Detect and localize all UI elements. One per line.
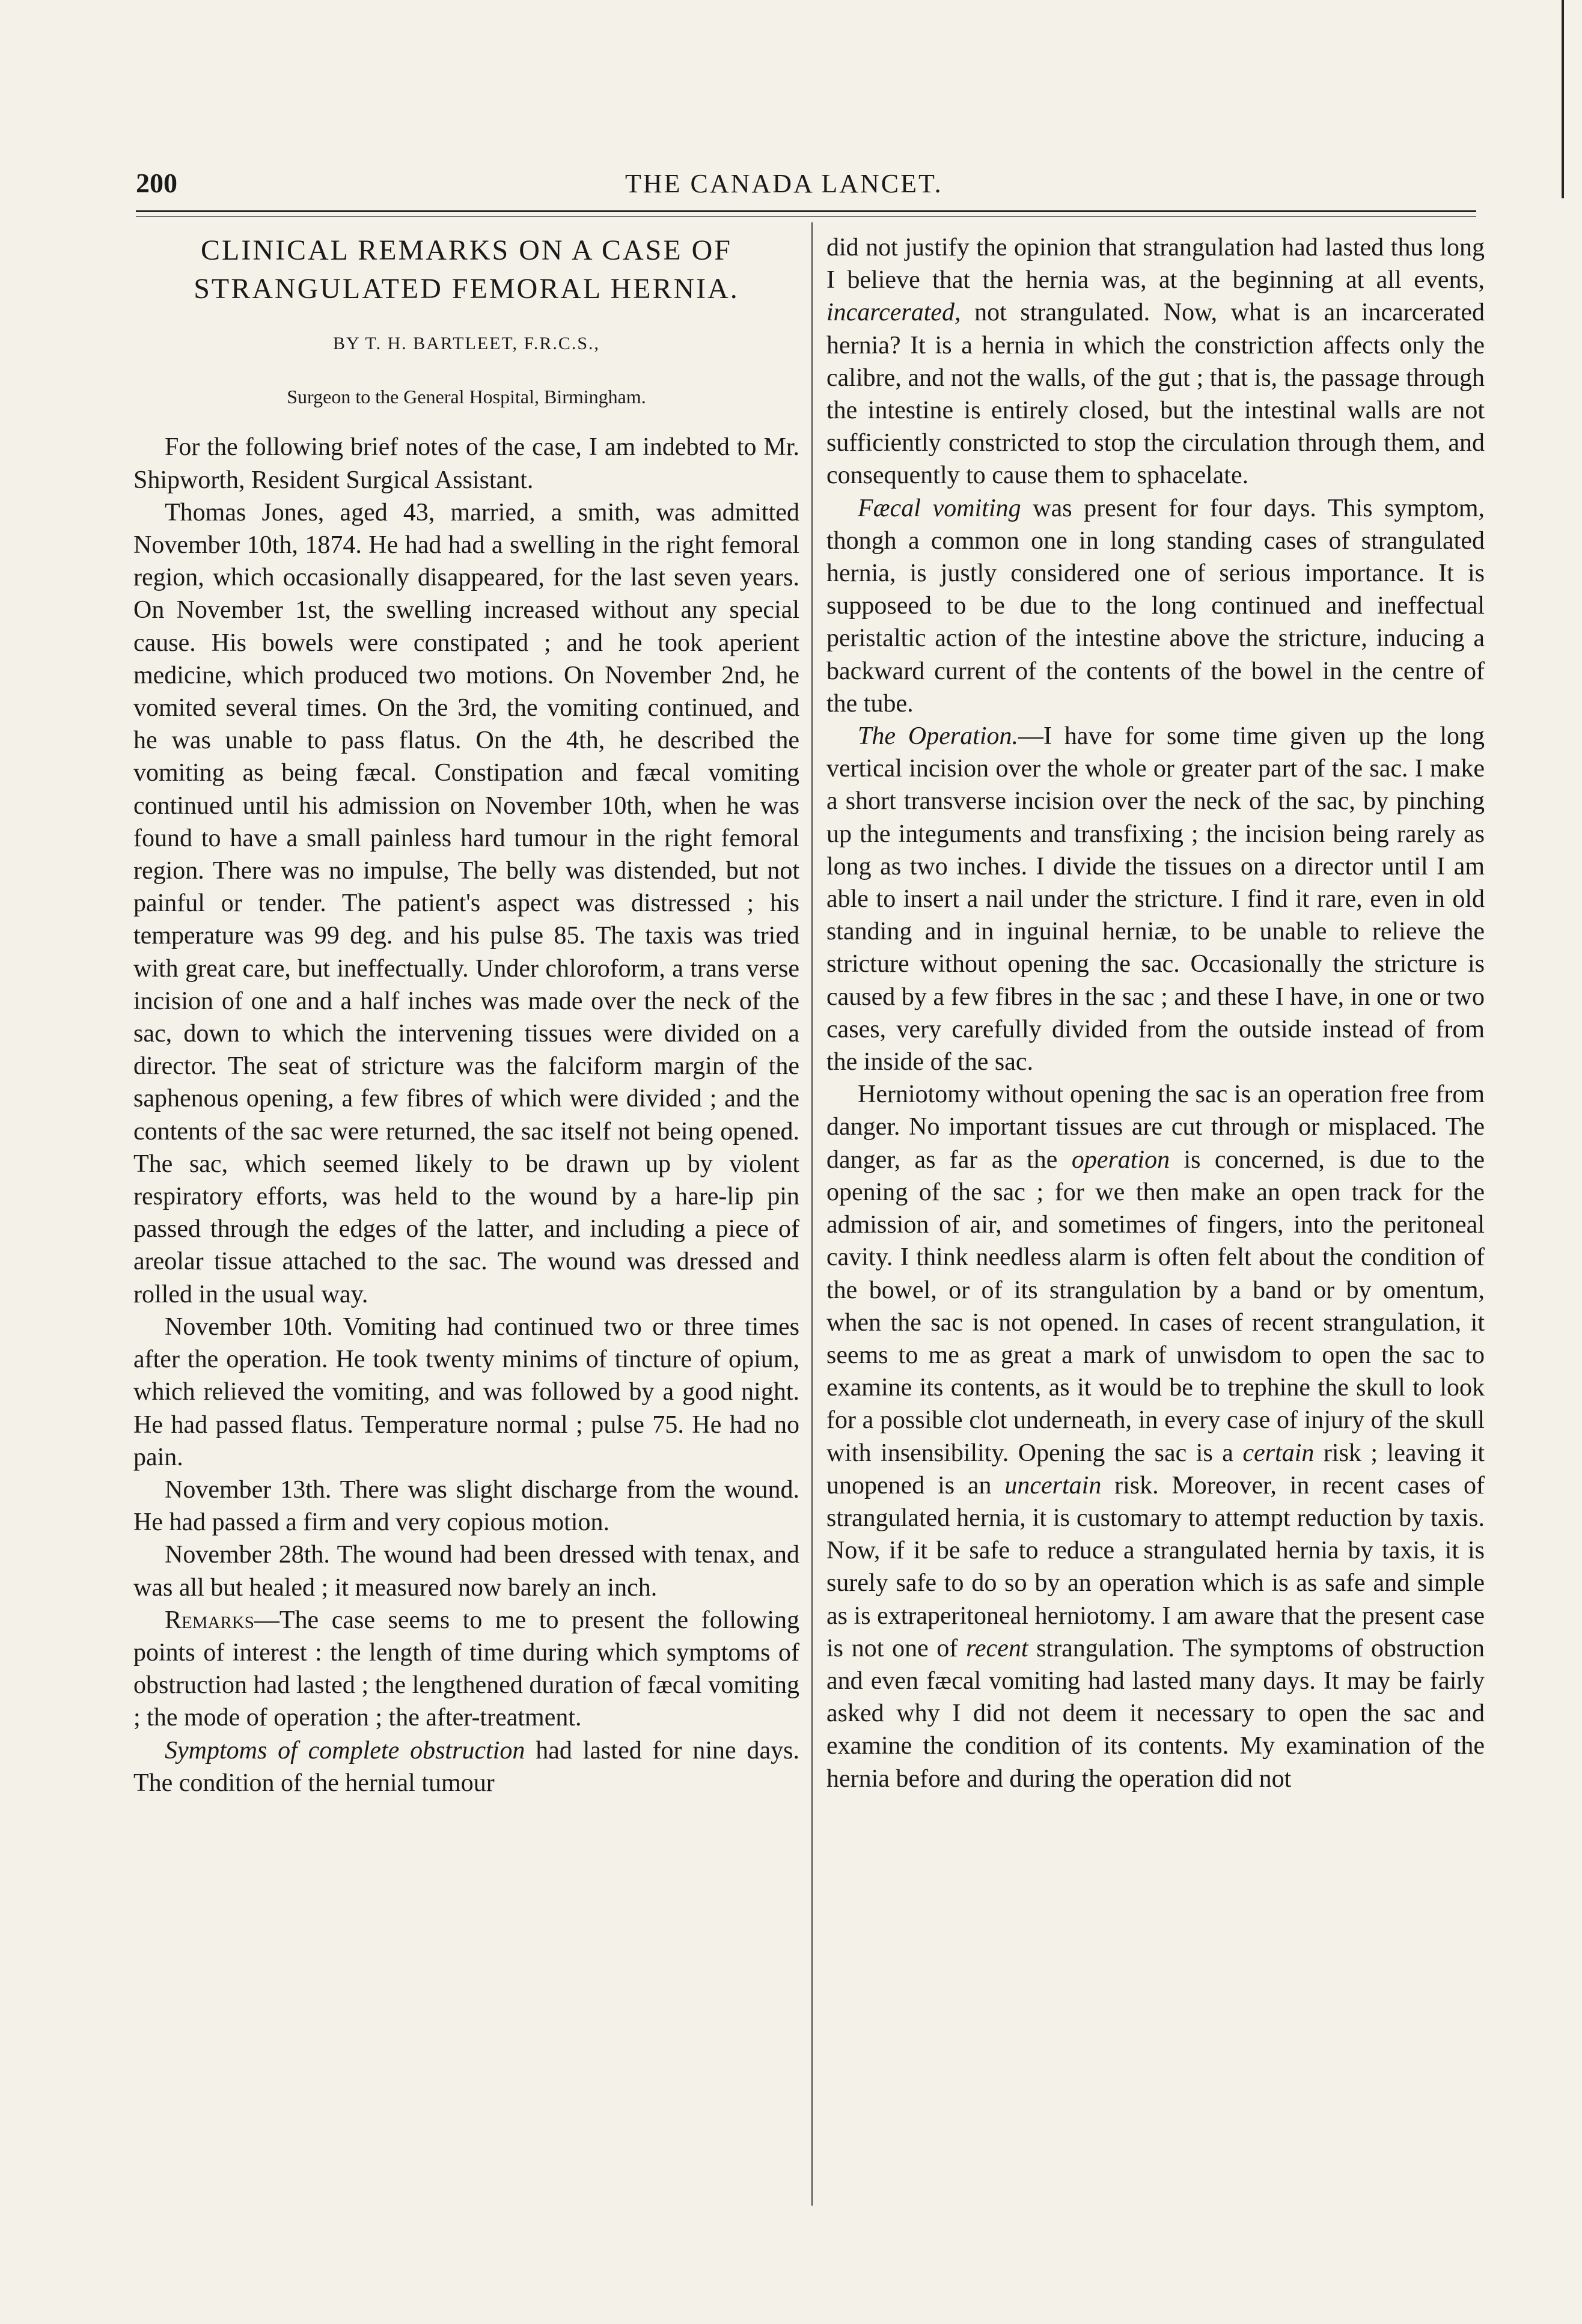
paragraph-text: is concerned, is due to the opening of the sac ; for we then make an open track for the admission of air, and sometimes of fingers, into the peritoneal cavity. I think needless alarm is often felt about the condition of the bowel, or of its strangulation by a band or by omentum, when the sac is not opened. In cases of recent strangulation, it seems to me as great a mark of unwisdom to open the sac to examine its contents, as it would be to trephine the skull to look for a possible clot underneath, in every case of injury of the skull with insensibility. Opening the sac is a [826, 1145, 1485, 1467]
right-column [826, 231, 1485, 1795]
emphasis: incarcerated, [826, 299, 961, 327]
author-affiliation: Surgeon to the General Hospital, Birmingham. [287, 386, 646, 408]
emphasis: recent [966, 1634, 1028, 1662]
paragraph [826, 1078, 1485, 1795]
paragraph: For the following brief notes of the case, I am indebted to Mr. Shipworth, Resident Surgical Assistant. [133, 433, 799, 494]
paragraph-text: Herniotomy without opening the sac is an operation free from danger. No important tissues are cut through or misplaced. The danger, as far as the [826, 1081, 1485, 1174]
page-header [0, 167, 1582, 203]
paragraph [826, 231, 1485, 492]
paragraph [826, 720, 1485, 1078]
paragraph [133, 1734, 799, 1799]
paragraph [133, 1604, 799, 1734]
paragraph-text: not strangulated. Now, what is an incarcerated hernia? It is a hernia in which the constriction affects only the calibre, and not the walls, of the gut ; that is, the passage through the intestine is entirely closed, but the intestinal walls are not sufficiently constricted to stop the circulation through them, and consequently to cause them to sphacelate. [826, 299, 1485, 490]
article-title-line1: CLINICAL REMARKS ON A CASE OF [201, 234, 732, 266]
header-rule [136, 210, 1476, 212]
section-lead: Symptoms of complete obstruction [165, 1736, 525, 1764]
paragraph: November 10th. Vomiting had continued two or three times after the operation. He took twenty minims of tincture of opium, which relieved the vomiting, and was followed by a good night. He had passed flatus. Temperature normal ; pulse 75. He had no pain. [133, 1313, 799, 1471]
section-lead: The Operation. [858, 722, 1019, 751]
article-title [133, 231, 799, 308]
left-column [133, 231, 799, 1799]
section-lead: Fæcal vomiting [858, 494, 1021, 522]
byline: BY T. H. BARTLEET, F.R.C.S., [332, 334, 600, 353]
paragraph-text: did not justify the opinion that strangulation had lasted thus long I believe that the hernia was, at the beginning at all events, [826, 234, 1485, 294]
paragraph-text: risk ; leaving it unopened is an [826, 1439, 1485, 1499]
paragraph [826, 492, 1485, 720]
article-title-line2: STRANGULATED FEMORAL HERNIA. [194, 273, 739, 305]
column-divider [811, 222, 813, 2206]
paragraph-text: risk. Moreover, in recent cases of strangulated hernia, it is customary to attempt reduction by taxis. Now, if it be safe to reduce a strangulated hernia by taxis, it is surely safe to do so by an operation which is as safe and simple as is extraperitoneal herniotomy. I am aware that the present case is not one of [826, 1471, 1485, 1662]
paragraph-text: —I have for some time given up the long vertical incision over the whole or greater part of the sac. I make a short transverse incision over the neck of the sac, by pinching up the integuments and transfixing ; the incision being rarely as long as two inches. I divide the tissues on a director until I am able to insert a nail under the stricture. I find it rare, even in old standing and in inguinal herniæ, to be unable to relieve the stricture without opening the sac. Occasionally the stricture is caused by a few fibres in the sac ; and these I have, in one or two cases, very carefully divided from the outside instead of from the inside of the sac. [826, 722, 1485, 1076]
emphasis: uncertain [1004, 1471, 1102, 1499]
paragraph-text: was present for four days. This symptom, thongh a common one in long standing cases of strangulated hernia, is justly considered one of serious importance. It is supposeed to be due to the long continued and ineffectual peristaltic action of the intestine above the stricture, inducing a backward current of the contents of the bowel in the centre of the tube. [826, 494, 1485, 718]
paragraph-text: strangulation. The symptoms of obstruction and even fæcal vomiting had lasted many days. It may be fairly asked why I did not deem it necessary to open the sac and examine the condition of its contents. My examination of the hernia before and during the operation did not [826, 1634, 1485, 1793]
paragraph: November 13th. There was slight discharge from the wound. He had passed a firm and very copious motion. [133, 1475, 799, 1537]
page-number: 200 [136, 168, 177, 198]
header-rule-thin [136, 216, 1476, 217]
journal-title: THE CANADA LANCET. [625, 169, 943, 198]
emphasis: operation [1071, 1145, 1170, 1174]
paragraph: Thomas Jones, aged 43, married, a smith, was admitted November 10th, 1874. He had had a swelling in the right femoral region, which occasionally disappeared, for the last seven years. On November 1st, the swelling increased without any special cause. His bowels were constipated ; and he took aperient medicine, which produced two motions. On November 2nd, he vomited several times. On the 3rd, the vomiting continued, and he was unable to pass flatus. On the 4th, he described the vomiting as being fæcal. Constipation and fæcal vomiting continued until his admission on November 10th, when he was found to have a small painless hard tumour in the right femoral region. There was no impulse, The belly was distended, but not painful or tender. The patient's aspect was distressed ; his temperature was 99 deg. and his pulse 85. The taxis was tried with great care, but ineffectually. Under chloroform, a trans verse incision of one and a half inches was made over the neck of the sac, down to which the intervening tissues were divided on a director. The seat of stricture was the falciform margin of the saphenous opening, a few fibres of which were divided ; and the contents of the sac were returned, the sac itself not being opened. The sac, which seemed likely to be drawn up by violent respiratory efforts, was held to the wound by a hare-lip pin passed through the edges of the latter, and including a piece of areolar tissue attached to the sac. The wound was dressed and rolled in the usual way. [133, 498, 799, 1308]
paragraph-text: had lasted for nine days. The condition of the hernial tumour [133, 1736, 799, 1797]
emphasis: certain [1242, 1439, 1315, 1467]
paragraph: November 28th. The wound had been dressed with tenax, and was all but healed ; it measured now barely an inch. [133, 1541, 799, 1602]
paragraph-text: —The case seems to me to present the following points of interest : the length of time during which symptoms of obstruction had lasted ; the lengthened duration of fæcal vomiting ; the mode of operation ; the after-treatment. [133, 1606, 799, 1732]
remarks-heading: Remarks [165, 1606, 254, 1634]
